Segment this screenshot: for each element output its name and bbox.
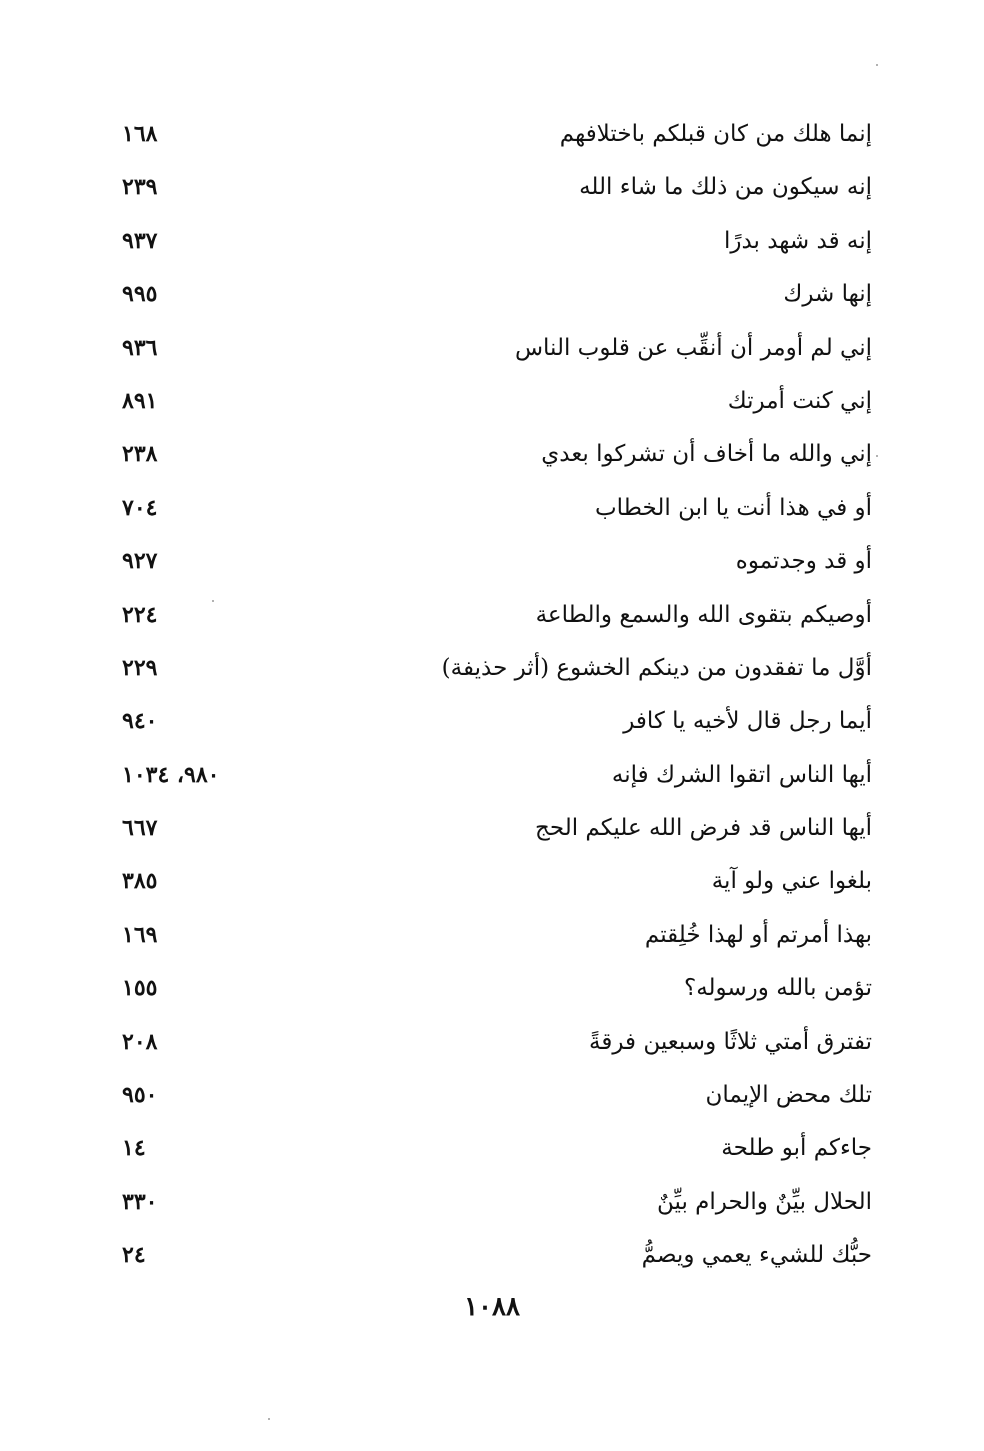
entry-page-numbers: ٩٥٠ <box>122 1082 158 1109</box>
index-entry <box>110 535 872 588</box>
entry-page-numbers: ٨٩١ <box>122 387 158 414</box>
entry-page-numbers: ٩٢٧ <box>122 548 158 575</box>
entry-page-numbers: ٩٣٦ <box>122 334 158 361</box>
entry-page-numbers: ٩٩٥ <box>122 281 158 308</box>
entry-page-numbers: ٦٦٧ <box>122 815 158 842</box>
entry-page-numbers: ١٦٨ <box>122 121 158 147</box>
entry-page-numbers: ٢٢٩ <box>122 654 158 681</box>
entry-page-numbers: ٢٣٨ <box>122 441 158 468</box>
index-entry <box>110 802 872 855</box>
entry-text: أو قد وجدتموه <box>735 548 872 575</box>
index-entry <box>110 909 872 962</box>
entry-text: تفترق أمتي ثلاثًا وسبعين فرقةً <box>589 1028 872 1055</box>
page-number: ١٠٨٨ <box>464 1292 520 1322</box>
entry-page-numbers: ٢٠٨ <box>122 1028 158 1055</box>
index-entry <box>110 642 872 695</box>
entry-text: أيها الناس اتقوا الشرك فإنه <box>611 761 872 788</box>
entry-page-numbers: ٣٨٥ <box>122 868 158 895</box>
index-entry <box>110 1122 872 1175</box>
entry-text: إني والله ما أخاف أن تشركوا بعدي <box>541 441 872 468</box>
entry-text: بلغوا عني ولو آية <box>711 868 872 895</box>
entry-text: إنها شرك <box>783 281 872 308</box>
entry-page-numbers: ١٤ <box>122 1135 146 1162</box>
entry-page-numbers: ١٦٩ <box>122 921 158 948</box>
index-entry <box>110 695 872 748</box>
index-entry <box>110 268 872 321</box>
index-entry <box>110 108 872 161</box>
index-entry <box>110 589 872 642</box>
index-entry <box>110 749 872 802</box>
entry-text: تؤمن بالله ورسوله؟ <box>683 975 872 1002</box>
entry-text: جاءكم أبو طلحة <box>721 1135 872 1162</box>
index-entry <box>110 855 872 908</box>
entry-text: أوصيكم بتقوى الله والسمع والطاعة <box>535 601 872 628</box>
index-entry <box>110 1016 872 1069</box>
entry-page-numbers: ١٥٥ <box>122 975 158 1002</box>
index-entry <box>110 428 872 481</box>
hadith-index-list <box>110 108 872 1283</box>
entry-text: إنما هلك من كان قبلكم باختلافهم <box>559 121 872 147</box>
entry-text: أيما رجل قال لأخيه يا كافر <box>623 708 872 735</box>
entry-page-numbers: ٩٨٠، ١٠٣٤ <box>122 761 220 788</box>
entry-text: أيها الناس قد فرض الله عليكم الحج <box>535 815 872 842</box>
entry-text: حبُّك للشيء يعمي ويصمُّ <box>641 1242 872 1269</box>
entry-page-numbers: ٧٠٤ <box>122 494 158 521</box>
entry-text: الحلال بيِّنٌ والحرام بيِّنٌ <box>657 1188 872 1215</box>
entry-page-numbers: ٢٢٤ <box>122 601 158 628</box>
index-entry <box>110 1176 872 1229</box>
entry-text: أوَّل ما تفقدون من دينكم الخشوع (أثر حذيفة) <box>441 654 872 681</box>
index-entry <box>110 1229 872 1282</box>
entry-text: تلك محض الإيمان <box>705 1082 872 1109</box>
scan-speck <box>212 600 214 602</box>
index-entry <box>110 482 872 535</box>
index-entry <box>110 322 872 375</box>
entry-page-numbers: ٢٤ <box>122 1242 146 1269</box>
entry-text: إني لم أومر أن أنقِّب عن قلوب الناس <box>514 334 872 361</box>
entry-page-numbers: ٣٣٠ <box>122 1188 158 1215</box>
entry-text: بهذا أمرتم أو لهذا خُلِقتم <box>644 921 872 948</box>
entry-text: إنه سيكون من ذلك ما شاء الله <box>579 174 872 201</box>
index-entry <box>110 161 872 214</box>
scan-speck <box>876 455 878 457</box>
entry-page-numbers: ٩٤٠ <box>122 708 158 735</box>
index-entry <box>110 215 872 268</box>
index-entry <box>110 375 872 428</box>
scan-speck <box>876 64 878 66</box>
entry-text: أو في هذا أنت يا ابن الخطاب <box>595 494 872 521</box>
index-entry <box>110 1069 872 1122</box>
scan-speck <box>268 1418 270 1420</box>
entry-page-numbers: ٩٣٧ <box>122 227 158 254</box>
entry-text: إنه قد شهد بدرًا <box>723 227 872 254</box>
index-entry <box>110 962 872 1015</box>
entry-page-numbers: ٢٣٩ <box>122 174 158 201</box>
entry-text: إني كنت أمرتك <box>727 387 872 414</box>
